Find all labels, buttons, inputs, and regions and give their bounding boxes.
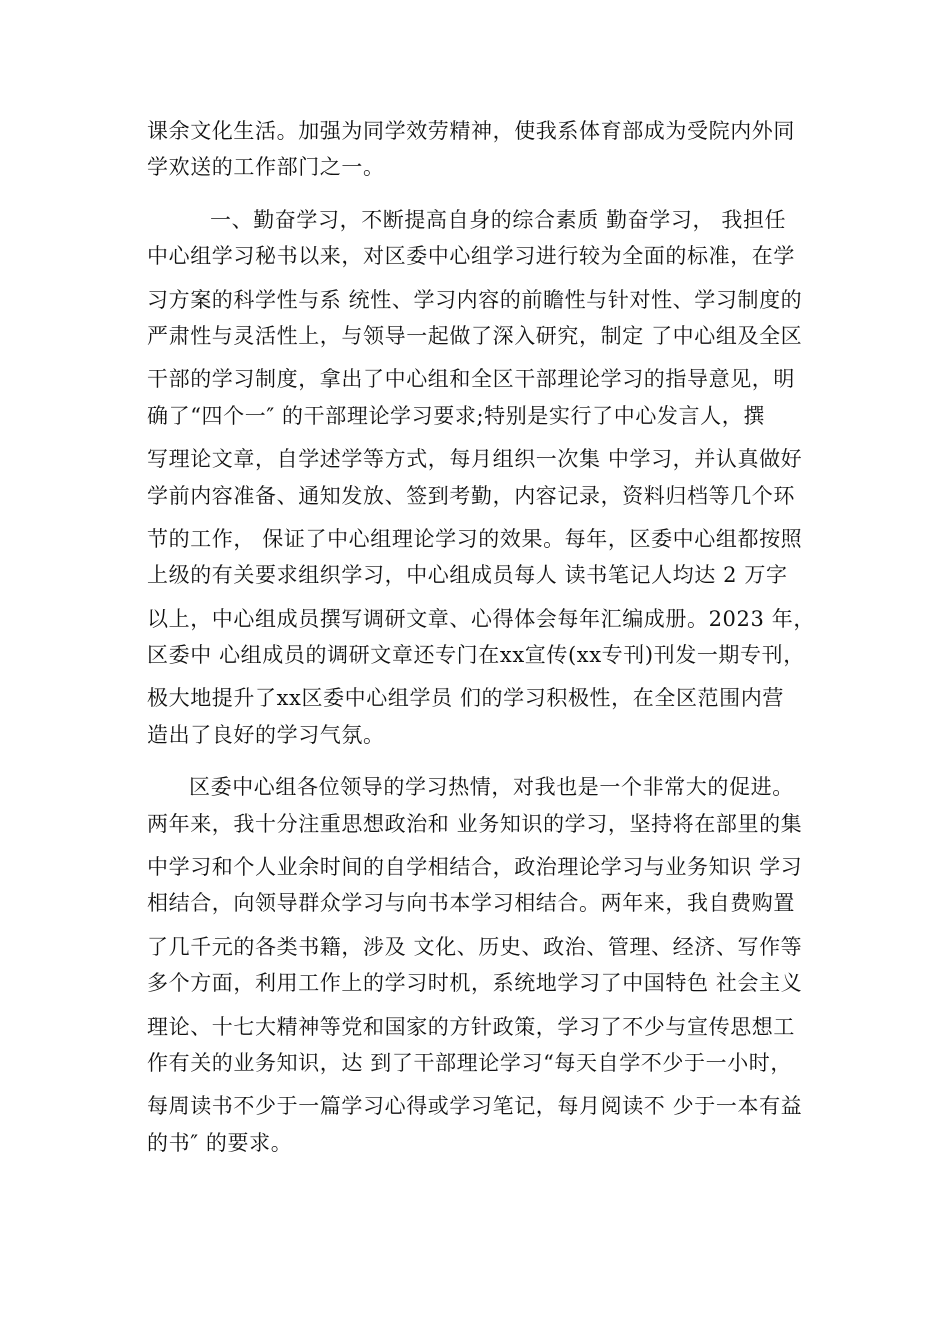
text-line: 课余文化生活。加强为同学效劳精神，使我系体育部成为受院内外同 (147, 119, 795, 143)
text-line: 习方案的科学性与系 统性、学习内容的前瞻性与针对性、学习制度的 (147, 288, 803, 312)
text-line: 上级的有关要求组织学习，中心组成员每人 读书笔记人均达 2 万字 (147, 563, 788, 587)
text-line: 中学习和个人业余时间的自学相结合，政治理论学习与业务知识 学习 (147, 855, 803, 879)
text-line: 相结合，向领导群众学习与向书本学习相结合。两年来，我自费购置 (147, 891, 795, 915)
text-line: 严肃性与灵活性上，与领导一起做了深入研究，制定 了中心组及全区 (147, 324, 803, 348)
text-line: 区委中心组各位领导的学习热情，对我也是一个非常大的促进。 (189, 775, 794, 799)
text-line: 确了“四个一″ 的干部理论学习要求;特别是实行了中心发言人，撰 (147, 404, 765, 428)
text-line: 节的工作， 保证了中心组理论学习的效果。每年，区委中心组都按照 (147, 527, 803, 551)
text-line: 学欢送的工作部门之一。 (147, 155, 385, 179)
text-line: 的书″ 的要求。 (147, 1131, 293, 1155)
text-line: 造出了良好的学习气氛。 (147, 723, 385, 747)
text-line: 作有关的业务知识，达 到了干部理论学习“每天自学不少于一小时， (147, 1051, 793, 1075)
text-line: 理论、十七大精神等党和国家的方针政策，学习了不少与宣传思想工 (147, 1015, 795, 1039)
text-line: 写理论文章，自学述学等方式，每月组织一次集 中学习，并认真做好 (147, 447, 803, 471)
text-line: 了几千元的各类书籍，涉及 文化、历史、政治、管理、经济、写作等 (147, 935, 803, 959)
text-line: 以上，中心组成员撰写调研文章、心得体会每年汇编成册。2023 年， (147, 607, 815, 631)
text-line: 干部的学习制度，拿出了中心组和全区干部理论学习的指导意见，明 (147, 367, 795, 391)
text-line: 一、勤奋学习，不断提高自身的综合素质 勤奋学习， 我担任 (210, 208, 787, 232)
text-line: 两年来，我十分注重思想政治和 业务知识的学习，坚持将在部里的集 (147, 812, 803, 836)
text-line: 极大地提升了xx区委中心组学员 们的学习积极性，在全区范围内营 (147, 686, 784, 710)
text-line: 每周读书不少于一篇学习心得或学习笔记，每月阅读不 少于一本有益 (147, 1094, 803, 1118)
text-line: 中心组学习秘书以来，对区委中心组学习进行较为全面的标准，在学 (147, 244, 795, 268)
text-line: 学前内容准备、通知发放、签到考勤，内容记录，资料归档等几个环 (147, 484, 795, 508)
text-line: 多个方面，利用工作上的学习时机，系统地学习了中国特色 社会主义 (147, 971, 803, 995)
text-line: 区委中 心组成员的调研文章还专门在xx宣传(xx专刊)刊发一期专刊， (147, 643, 805, 667)
